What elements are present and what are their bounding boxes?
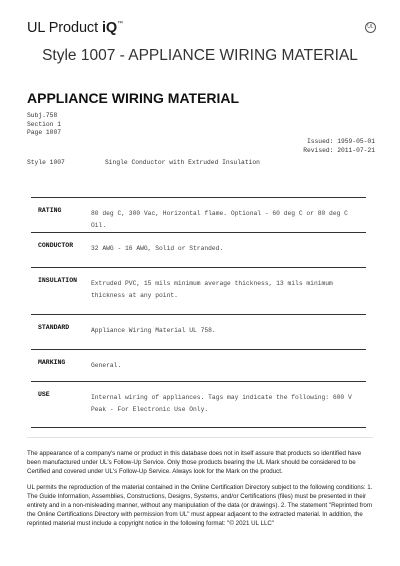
ul-certification-icon: UL <box>365 22 376 33</box>
subject-number: Subj.758 <box>27 112 58 119</box>
spec-row-insulation <box>31 267 366 314</box>
spec-value: Appliance Wiring Material UL 758. <box>91 327 216 334</box>
table-bottom-rule <box>31 427 366 428</box>
spec-label: MARKING <box>38 359 66 366</box>
footer-divider <box>27 437 373 438</box>
spec-row-conductor <box>31 232 366 267</box>
brand-text: UL Product <box>27 20 102 36</box>
page-heading: Style 1007 - APPLIANCE WIRING MATERIAL <box>42 47 358 64</box>
document-meta-right <box>303 138 375 155</box>
spec-label: RATING <box>38 207 62 214</box>
spec-label: USE <box>38 391 50 398</box>
spec-row-marking <box>31 349 366 381</box>
spec-value: General. <box>91 362 122 369</box>
spec-label: STANDARD <box>38 324 70 331</box>
spec-label: INSULATION <box>38 277 78 284</box>
document-title: APPLIANCE WIRING MATERIAL <box>27 90 240 106</box>
style-label: Style 1007 <box>27 159 65 166</box>
spec-row-rating <box>31 197 366 232</box>
spec-value: Extruded PVC, 15 mils minimum average thickness, 13 mils minimum thickness at any point. <box>91 280 333 299</box>
document-meta-left <box>27 112 61 138</box>
brand-logo[interactable] <box>27 20 123 36</box>
spec-label: CONDUCTOR <box>38 242 74 249</box>
spec-value: 32 AWG - 16 AWG, Solid or Stranded. <box>91 245 224 252</box>
spec-value: 80 deg C, 300 Vac, Horizontal flame. Optional - 60 deg C or 80 deg C Oil. <box>91 210 348 229</box>
footer-reproduction-notice: UL permits the reproduction of the material contained in the Online Certification Directory subject to the following conditions: 1. The Guide Information, Assemblies, Constructions, Designs, Systems, and/or Certifications (files) must be presented in their entirety and in a non-misleading manner, without any manipulation of the data (or drawings). 2. The statement "Reprinted from the Online Certifications Directory with permission from UL" must appear adjacent to the extracted material. In addition, the reprinted material must include a copyright notice in the following format: "© 2021 UL LLC" <box>27 484 373 527</box>
issued-date: Issued: 1959-05-01 <box>306 138 375 145</box>
style-line <box>27 159 260 168</box>
spec-row-use <box>31 381 366 427</box>
style-description: Single Conductor with Extruded Insulation <box>105 159 260 166</box>
spec-row-standard <box>31 314 366 349</box>
specification-table <box>31 197 366 428</box>
section-number: Section 1 <box>27 120 62 128</box>
footer-disclaimer: The appearance of a company's name or product in this database does not in itself assure that products so identified have been manufactured under UL's Follow-Up Service. Only those products bearing the UL Mark should be considered to be Certified and covered under UL's Follow-Up Service. Always look for the Mark on the product. <box>27 450 362 475</box>
spec-value: Internal wiring of appliances. Tags may indicate the following: 600 V Peak - For Electronic Use Only. <box>91 394 352 413</box>
page-number: Page 1007 <box>27 129 62 137</box>
brand-bold: iQ <box>101 20 118 36</box>
brand-tm: ™ <box>117 21 123 27</box>
revised-date: Revised: 2011-07-21 <box>303 146 375 154</box>
